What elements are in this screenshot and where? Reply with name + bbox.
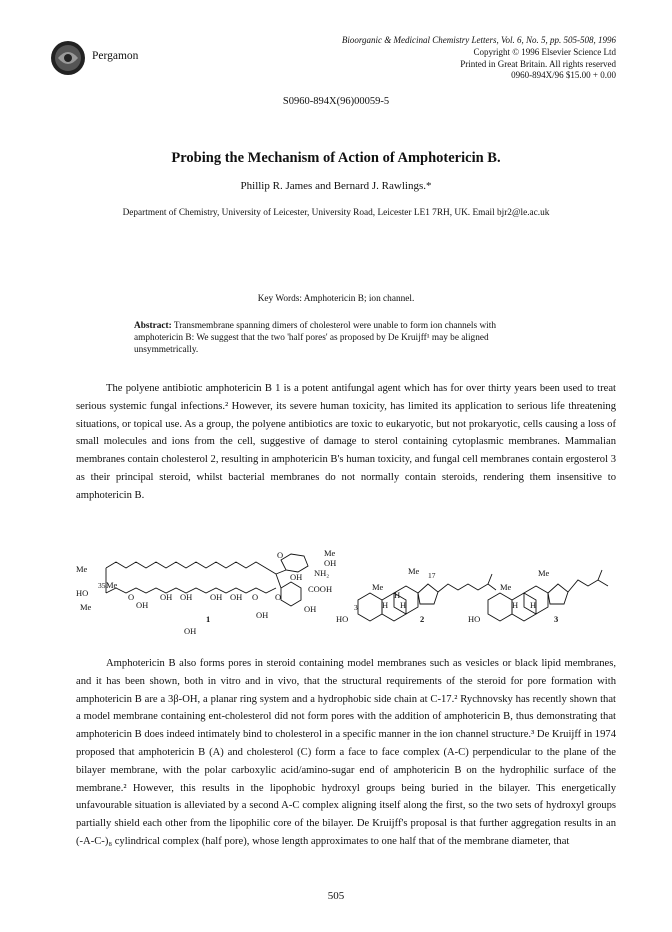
chol-label-me-mid: Me xyxy=(372,582,384,592)
amph-label-me-35: Me xyxy=(106,580,118,590)
chol-label-me-top: Me xyxy=(408,566,420,576)
article-abstract xyxy=(134,320,544,357)
amph-label-oh-1: OH xyxy=(160,592,173,602)
article-doi: S0960-894X(96)00059-5 xyxy=(282,96,390,107)
amph-label-oh-6: OH xyxy=(136,600,149,610)
journal-citation: Bioorganic & Medicinal Chemistry Letters, Vol. 6, No. 5, pp. 505-508, 1996 xyxy=(341,35,616,45)
journal-copyright: Copyright © 1996 Elsevier Science Ltd xyxy=(473,46,616,57)
article-authors: Phillip R. James and Bernard J. Rawlings.* xyxy=(240,180,432,192)
erg-label-me-top: Me xyxy=(538,568,550,578)
compound-number-2: 2 xyxy=(420,614,425,624)
abstract-text: Transmembrane spanning dimers of cholesterol were unable to form ion channels with amphotericin B: We suggest that the two 'half pores' as proposed by De Kruijff¹ may be aligned unsymmetrically. xyxy=(134,321,496,356)
chol-label-ho: HO xyxy=(336,614,349,624)
cholesterol-labels xyxy=(336,566,436,624)
chol-label-h3: H xyxy=(400,600,407,610)
erg-label-me-mid: Me xyxy=(500,582,512,592)
journal-info xyxy=(342,35,616,82)
amph-label-oh-7: OH xyxy=(256,610,269,620)
compound-number-3: 3 xyxy=(554,614,559,624)
amph-label-oh-2: OH xyxy=(180,592,193,602)
body-paragraph-2 xyxy=(76,655,616,851)
article-title: Probing the Mechanism of Action of Amphotericin B. xyxy=(171,150,501,166)
chol-label-h2: H xyxy=(382,600,389,610)
journal-issn: 0960-894X/96 $15.00 + 0.00 xyxy=(511,70,616,81)
amph-label-c35: 35 xyxy=(98,581,106,590)
amph-label-oh-sugar: OH xyxy=(324,558,337,568)
erg-label-h1: H xyxy=(512,600,519,610)
chemical-structures-figure xyxy=(76,548,616,638)
amph-label-oh-5: OH xyxy=(304,604,317,614)
journal-printed: Printed in Great Britain. All rights reserved xyxy=(460,58,616,69)
amph-label-oh-ring: OH xyxy=(290,572,303,582)
pergamon-logo xyxy=(50,40,86,76)
amph-label-nh2: NH₂ xyxy=(314,568,330,578)
amph-label-oh-3: OH xyxy=(210,592,223,602)
amphotericin-labels xyxy=(76,548,336,636)
chol-label-h1: H xyxy=(394,590,401,600)
article-affiliation: Department of Chemistry, University of Leicester, University Road, Leicester LE1 7RH, UK. Email bjr2@le.ac.uk xyxy=(122,208,550,218)
paragraph-1-text: The polyene antibiotic amphotericin B 1 is a potent antifungal agent which has for over thirty years been used to treat serious systemic fungal infections.² However, its severe human toxicity, has limited its application to serious life threatening situations, or topical use. As a group, the polyene antibiotics are toxic to eukaryotic, but not prokaryotic, cells causing a loss of small molecules and ions from the cell, suggestive of damage to sterol containing cytoplasmic membranes. Mammalian membranes contain cholesterol 2, resulting in amphotericin B's human toxicity, and fungal cell membranes contain ergosterol 3 as their principal steroid, whilst bacterial membranes do not normally contain steroids, rendering them insensitive to amphotericin B. xyxy=(76,383,616,501)
amph-label-me-sugar: Me xyxy=(324,548,336,558)
publisher-name: Pergamon xyxy=(92,50,139,62)
amph-label-o-ketal: O xyxy=(252,592,259,602)
amph-label-me-lower: Me xyxy=(80,602,92,612)
ergosterol-labels xyxy=(468,568,558,624)
paragraph-2-text: Amphotericin B also forms pores in steroid containing model membranes such as vesicles or black lipid membranes, and it has been shown, both in vitro and in vivo, that the structural requirements of the steroid for pore formation with amphotericin B are a 3β-OH, a planar ring system and a hydrophobic side chain at C-17.² Rychnovsky has recently shown that a model membrane containing ent-cholesterol did not form pores with the addition of amphotericin B, thus demonstrating that amphotericin B does indeed intimately bind to cholesterol in a specific manner in the ion channel structure.³ De Kruijff in 1974 proposed that amphotericin B (A) and cholesterol (C) form a face to face complex (A-C) perpendicular to the plane of the bilayer membrane, with the polar carboxylic acid/amino-sugar end of amphotericin B on the hydrophilic surface of the membrane.² However, this results in the lipophobic hydroxyl groups being buried in the bilayer. This energetically unfavourable situation is alleviated by a second A-C complex aligning itself along the first, so the two sets of hydroxyl groups partially shield each other from the lipophilic core of the bilayer. De Kruijff's proposal is that further aggregation results in an (-A-C-)₈ cylindrical complex (half pore), whose length approximates to one half that of the membrane diameter, that xyxy=(76,658,616,847)
amph-label-ho: HO xyxy=(76,588,89,598)
chol-label-c3: 3 xyxy=(354,603,358,612)
amph-label-cooh: COOH xyxy=(308,584,333,594)
amph-label-me-left: Me xyxy=(76,564,88,574)
abstract-label: Abstract: xyxy=(134,321,172,331)
amph-label-oh-4: OH xyxy=(230,592,243,602)
chol-label-17: 17 xyxy=(428,571,436,580)
amph-label-o-lactone: O xyxy=(128,592,135,602)
erg-label-h2: H xyxy=(530,600,537,610)
compound-number-1: 1 xyxy=(206,614,211,624)
amph-label-o-sugar: O xyxy=(277,550,284,560)
page-number: 505 xyxy=(327,890,345,902)
amph-label-oh-8: OH xyxy=(184,626,197,636)
body-paragraph-1 xyxy=(76,380,616,505)
amph-label-o-link: O xyxy=(275,592,282,602)
erg-label-ho: HO xyxy=(468,614,481,624)
article-keywords: Key Words: Amphotericin B; ion channel. xyxy=(257,294,415,304)
